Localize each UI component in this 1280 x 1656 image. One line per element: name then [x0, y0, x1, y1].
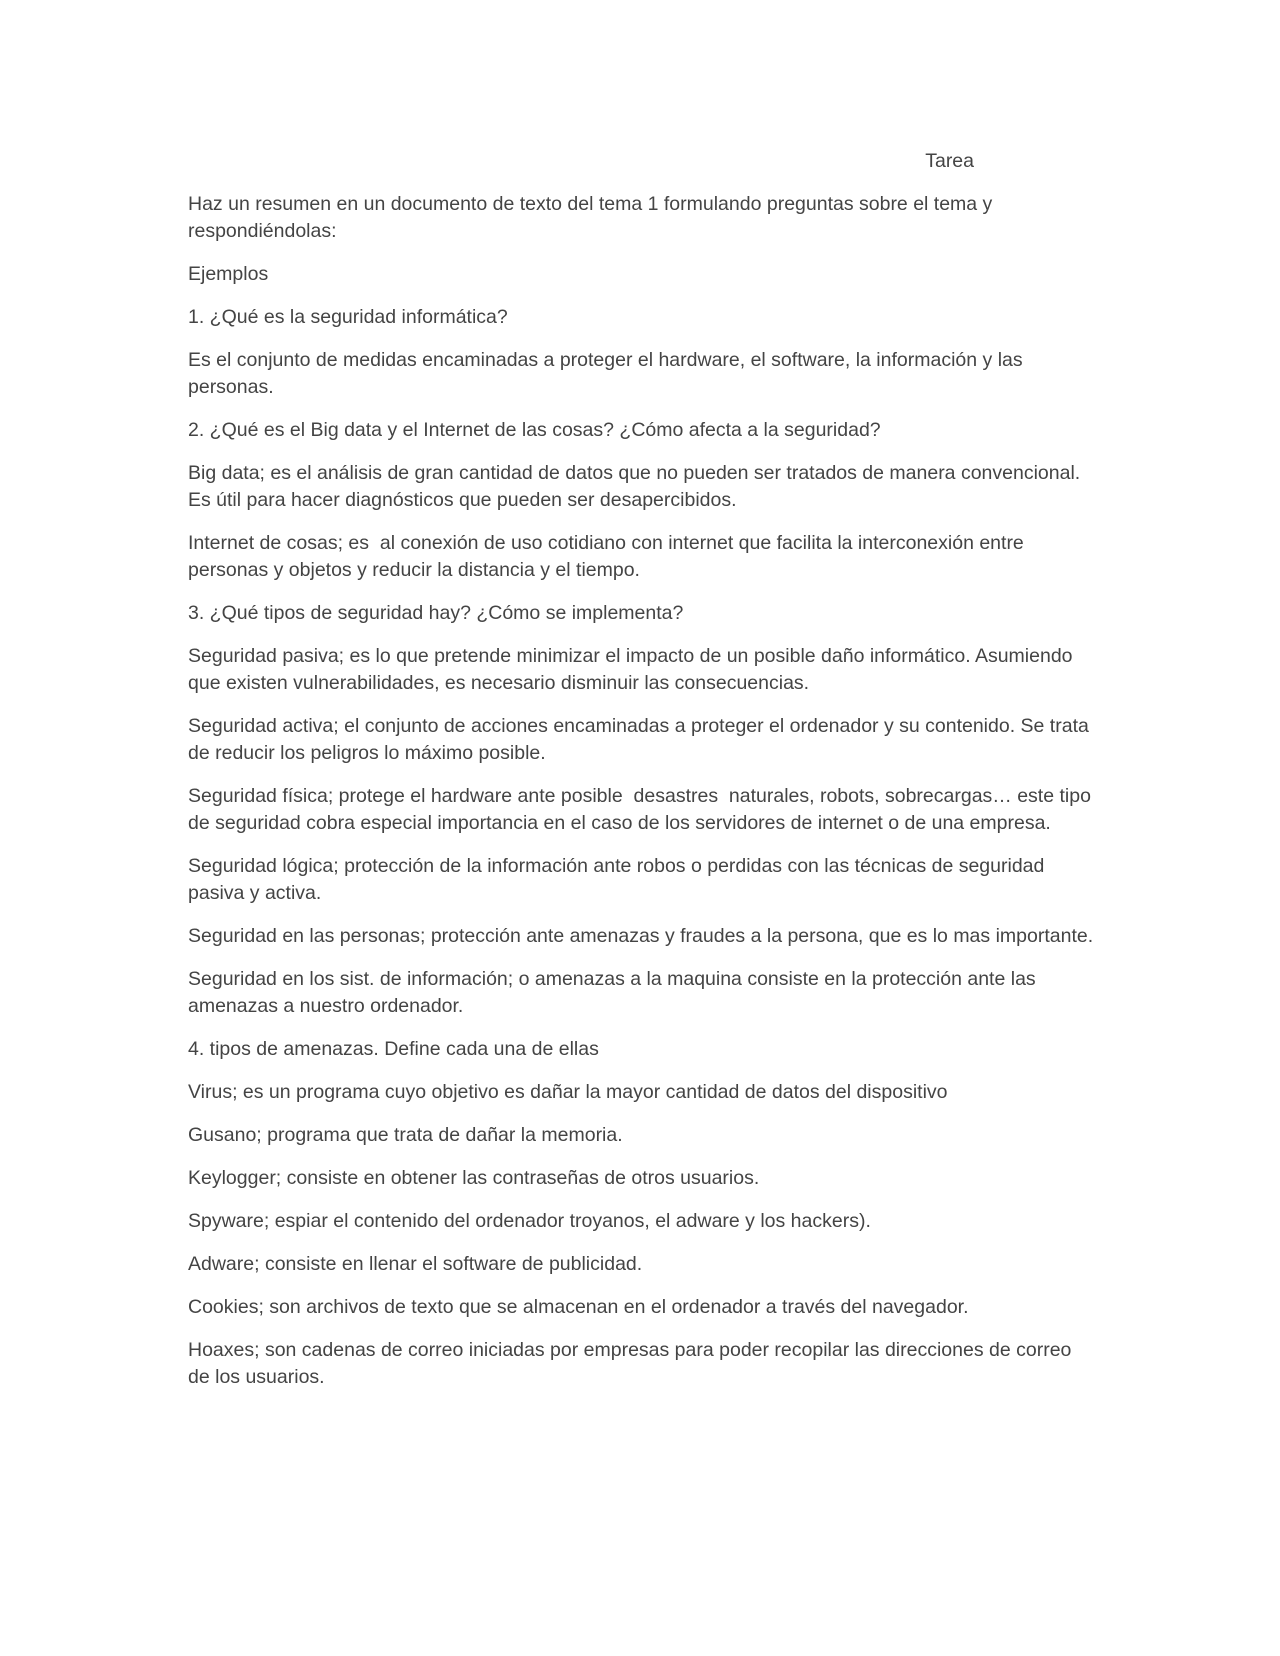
question-3: 3. ¿Qué tipos de seguridad hay? ¿Cómo se implementa? [188, 602, 684, 624]
answer-4-virus: Virus; es un programa cuyo objetivo es dañar la mayor cantidad de datos del dispositivo [188, 1081, 948, 1103]
answer-3-logical-security: Seguridad lógica; protección de la información ante robos o perdidas con las técnicas de seguridad pasiva y activa. [188, 855, 1050, 904]
paragraph-examples-heading: Ejemplos [188, 263, 269, 285]
question-4: 4. tipos de amenazas. Define cada una de ellas [188, 1038, 599, 1060]
answer-4-adware: Adware; consiste en llenar el software de publicidad. [188, 1253, 643, 1275]
answer-3-passive-security: Seguridad pasiva; es lo que pretende minimizar el impacto de un posible daño informático. Asumiendo que existen vulnerabilidades, es necesario disminuir las consecuencias. [188, 645, 1078, 694]
document-title: Tarea [925, 150, 974, 172]
question-1: 1. ¿Qué es la seguridad informática? [188, 306, 508, 328]
answer-1: Es el conjunto de medidas encaminadas a proteger el hardware, el software, la información y las personas. [188, 349, 1029, 398]
answer-4-hoaxes: Hoaxes; son cadenas de correo iniciadas por empresas para poder recopilar las direcciones de correo de los usuarios. [188, 1339, 1077, 1388]
answer-2-big-data: Big data; es el análisis de gran cantidad de datos que no pueden ser tratados de manera convencional. Es útil para hacer diagnósticos que pueden ser desapercibidos. [188, 462, 1086, 511]
answer-3-active-security: Seguridad activa; el conjunto de acciones encaminadas a proteger el ordenador y su contenido. Se trata de reducir los peligros lo máximo posible. [188, 715, 1095, 764]
answer-3-information-systems-security: Seguridad en los sist. de información; o amenazas a la maquina consiste en la protección ante las amenazas a nuestro ordenador. [188, 968, 1042, 1017]
answer-2-internet-of-things: Internet de cosas; es al conexión de uso cotidiano con internet que facilita la interconexión entre personas y objetos y reducir la distancia y el tiempo. [188, 532, 1030, 581]
answer-4-worm: Gusano; programa que trata de dañar la memoria. [188, 1124, 623, 1146]
answer-3-people-security: Seguridad en las personas; protección ante amenazas y fraudes a la persona, que es lo mas importante. [188, 925, 1094, 947]
answer-4-spyware: Spyware; espiar el contenido del ordenador troyanos, el adware y los hackers). [188, 1210, 871, 1232]
answer-4-keylogger: Keylogger; consiste en obtener las contraseñas de otros usuarios. [188, 1167, 760, 1189]
document-body [188, 148, 1098, 1407]
question-2: 2. ¿Qué es el Big data y el Internet de las cosas? ¿Cómo afecta a la seguridad? [188, 419, 881, 441]
paragraph-instructions: Haz un resumen en un documento de texto del tema 1 formulando preguntas sobre el tema y respondiéndolas: [188, 193, 998, 242]
answer-4-cookies: Cookies; son archivos de texto que se almacenan en el ordenador a través del navegador. [188, 1296, 969, 1318]
answer-3-physical-security: Seguridad física; protege el hardware ante posible desastres naturales, robots, sobrecargas… este tipo de seguridad cobra especial importancia en el caso de los servidores de internet o de una empresa. [188, 785, 1097, 834]
